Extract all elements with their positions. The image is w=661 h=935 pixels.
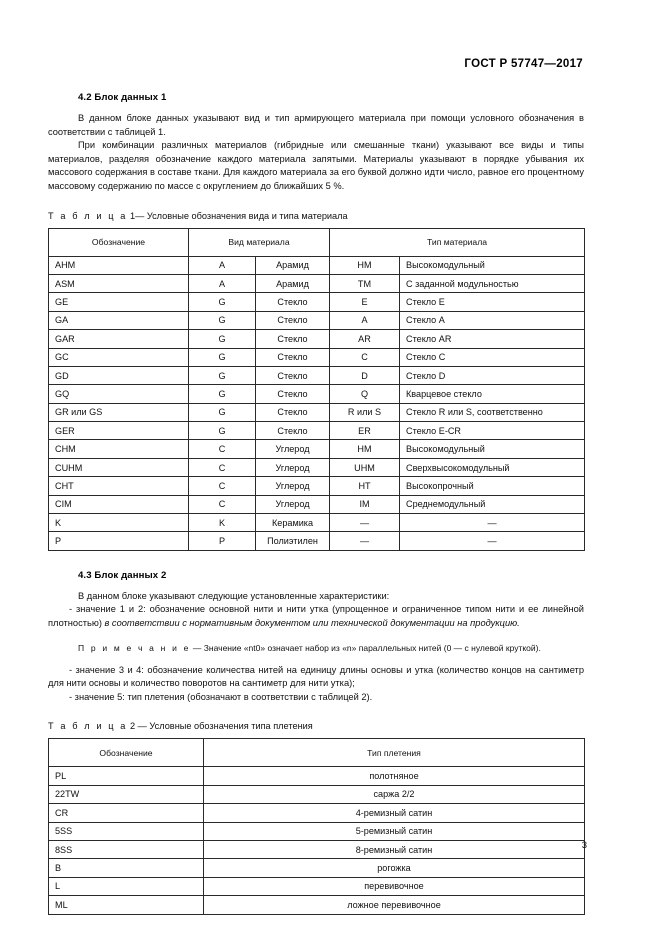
cell-type-name: Стекло A (400, 311, 585, 329)
cell-type-code: UHM (330, 458, 400, 476)
table-2-header-row (49, 739, 585, 767)
table-weave-designations (48, 738, 585, 914)
cell-type-name: Высокомодульный (400, 256, 585, 274)
cell-type-name: Стекло AR (400, 330, 585, 348)
table-2-header-weave-type: Тип плетения (204, 739, 585, 767)
table-row (49, 348, 585, 366)
cell-kind-name: Стекло (256, 348, 330, 366)
table-row (49, 440, 585, 458)
cell-designation: PL (49, 767, 204, 785)
table-2-caption-word: Т а б л и ц а (48, 721, 128, 732)
cell-designation: 22TW (49, 785, 204, 803)
cell-kind-code: C (189, 440, 256, 458)
table-1-header-row (49, 228, 585, 256)
table-row (49, 366, 585, 384)
cell-kind-name: Стекло (256, 330, 330, 348)
table-row (49, 293, 585, 311)
cell-designation: AHM (49, 256, 189, 274)
cell-designation: GER (49, 422, 189, 440)
cell-kind-name: Стекло (256, 422, 330, 440)
cell-designation: P (49, 532, 189, 550)
cell-designation: CHM (49, 440, 189, 458)
table-1-header-material-kind: Вид материала (189, 228, 330, 256)
cell-type-name: Сверхвысокомодульный (400, 458, 585, 476)
cell-type-code: ER (330, 422, 400, 440)
table-row (49, 785, 585, 803)
table-row (49, 458, 585, 476)
cell-type-name: Высокомодульный (400, 440, 585, 458)
table-row (49, 495, 585, 513)
table-row (49, 514, 585, 532)
cell-kind-code: A (189, 256, 256, 274)
paragraph-4-2-2: При комбинации различных материалов (гибридные или смешанные ткани) указывают все виды и типы материалов, разделяя обозначение каждого материала запятыми. Материалы указывают в порядке убывания их массового содержания в составе ткани. Для каждого материала за его буквой должно идти число, равное его процентному массовому содержанию по массе с округлением до ближайших 5 %. (48, 140, 584, 191)
cell-kind-name: Углерод (256, 495, 330, 513)
cell-type-name: Стекло E (400, 293, 585, 311)
cell-type-name: Стекло E-CR (400, 422, 585, 440)
cell-type-name: Стекло R или S, соответственно (400, 403, 585, 421)
cell-kind-name: Стекло (256, 385, 330, 403)
table-row (49, 804, 585, 822)
cell-designation: CUHM (49, 458, 189, 476)
cell-weave-type: 5-ремизный сатин (204, 822, 585, 840)
table-2-header-designation: Обозначение (49, 739, 204, 767)
note-label: П р и м е ч а н и е (78, 642, 191, 653)
cell-weave-type: перевивочное (204, 877, 585, 895)
table-row (49, 822, 585, 840)
note-body: — Значение «nt0» означает набор из «n» параллельных нитей (0 — с нулевой круткой). (190, 642, 541, 653)
table-row (49, 403, 585, 421)
cell-kind-name: Керамика (256, 514, 330, 532)
table-row (49, 274, 585, 292)
cell-type-code: HM (330, 440, 400, 458)
table-row (49, 877, 585, 895)
cell-designation: B (49, 859, 204, 877)
cell-kind-code: A (189, 274, 256, 292)
cell-designation: GR или GS (49, 403, 189, 421)
paragraph-4-3-1: В данном блоке указывают следующие установленные характеристики: (78, 590, 390, 601)
cell-type-code: — (330, 532, 400, 550)
cell-type-name: — (400, 514, 585, 532)
cell-designation: GQ (49, 385, 189, 403)
cell-weave-type: рогожка (204, 859, 585, 877)
cell-designation: GAR (49, 330, 189, 348)
table-1-caption-rest: 1— Условные обозначения вида и типа материала (127, 210, 348, 221)
table-row (49, 840, 585, 858)
cell-kind-code: G (189, 403, 256, 421)
cell-type-code: R или S (330, 403, 400, 421)
cell-designation: CIM (49, 495, 189, 513)
cell-kind-code: G (189, 348, 256, 366)
cell-kind-code: G (189, 385, 256, 403)
cell-kind-name: Углерод (256, 440, 330, 458)
cell-kind-name: Стекло (256, 293, 330, 311)
table-row (49, 896, 585, 914)
cell-designation: ML (49, 896, 204, 914)
table-row (49, 256, 585, 274)
cell-type-code: HT (330, 477, 400, 495)
table-row (49, 767, 585, 785)
cell-kind-name: Углерод (256, 477, 330, 495)
table-row (49, 385, 585, 403)
table-row (49, 532, 585, 550)
cell-type-name: — (400, 532, 585, 550)
cell-kind-code: G (189, 366, 256, 384)
cell-weave-type: ложное перевивочное (204, 896, 585, 914)
cell-kind-code: G (189, 422, 256, 440)
cell-kind-name: Стекло (256, 311, 330, 329)
cell-kind-name: Арамид (256, 256, 330, 274)
cell-designation: K (49, 514, 189, 532)
cell-designation: CHT (49, 477, 189, 495)
cell-kind-code: G (189, 311, 256, 329)
section-heading-4-3: 4.3 Блок данных 2 (78, 569, 167, 581)
list-item-values-1-2 (48, 603, 584, 630)
cell-designation: L (49, 877, 204, 895)
cell-designation: GD (49, 366, 189, 384)
page-number: 3 (581, 840, 587, 851)
table-2-caption (48, 721, 584, 731)
cell-designation: GE (49, 293, 189, 311)
cell-type-name: Среднемодульный (400, 495, 585, 513)
cell-weave-type: 8-ремизный сатин (204, 840, 585, 858)
cell-kind-name: Арамид (256, 274, 330, 292)
cell-weave-type: полотняное (204, 767, 585, 785)
paragraph-4-2-1: В данном блоке данных указывают вид и тип армирующего материала при помощи условного обозначения в соответствии с таблицей 1. (48, 113, 584, 137)
list-item-values-1-2-plain: - значение 1 и 2: обозначение основной нити и нити утка (упрощенное и ограниченное типом нити и ее линейной плотностью) (48, 604, 584, 628)
cell-designation: 8SS (49, 840, 204, 858)
cell-type-name: Кварцевое стекло (400, 385, 585, 403)
cell-type-name: Стекло C (400, 348, 585, 366)
cell-kind-name: Полиэтилен (256, 532, 330, 550)
cell-kind-name: Стекло (256, 366, 330, 384)
cell-kind-name: Углерод (256, 458, 330, 476)
cell-designation: CR (49, 804, 204, 822)
cell-kind-code: P (189, 532, 256, 550)
table-row (49, 859, 585, 877)
cell-designation: ASM (49, 274, 189, 292)
table-2-caption-rest: 2 — Условные обозначения типа плетения (127, 721, 313, 732)
running-header-standard-number: ГОСТ Р 57747—2017 (464, 58, 583, 70)
cell-type-code: D (330, 366, 400, 384)
cell-type-code: — (330, 514, 400, 532)
list-item-values-1-2-italic: в соответствии с нормативным документом или технической документации на продукцию. (104, 618, 520, 628)
cell-designation: 5SS (49, 822, 204, 840)
cell-designation: GA (49, 311, 189, 329)
cell-type-code: Q (330, 385, 400, 403)
cell-type-code: A (330, 311, 400, 329)
cell-kind-code: G (189, 293, 256, 311)
table-1-caption (48, 211, 584, 221)
cell-type-code: HM (330, 256, 400, 274)
note-nt0 (48, 642, 584, 655)
list-item-values-3-4: - значение 3 и 4: обозначение количества нитей на единицу длины основы и утка (количество концов на сантиметр для нити основы и количество поворотов на сантиметр для нити утка); (48, 664, 584, 689)
cell-weave-type: саржа 2/2 (204, 785, 585, 803)
cell-type-code: IM (330, 495, 400, 513)
table-row (49, 330, 585, 348)
table-1-header-material-type: Тип материала (330, 228, 585, 256)
table-1-header-designation: Обозначение (49, 228, 189, 256)
section-heading-4-2: 4.2 Блок данных 1 (78, 92, 167, 103)
cell-designation: GC (49, 348, 189, 366)
cell-type-name: Стекло D (400, 366, 585, 384)
table-row (49, 311, 585, 329)
cell-type-name: Высокопрочный (400, 477, 585, 495)
table-row (49, 422, 585, 440)
table-row (49, 477, 585, 495)
cell-kind-code: G (189, 330, 256, 348)
cell-kind-code: K (189, 514, 256, 532)
cell-type-code: C (330, 348, 400, 366)
cell-kind-code: C (189, 477, 256, 495)
cell-kind-code: C (189, 458, 256, 476)
table-material-designations (48, 228, 585, 551)
cell-kind-code: C (189, 495, 256, 513)
cell-weave-type: 4-ремизный сатин (204, 804, 585, 822)
page-content (48, 92, 584, 915)
table-1-caption-word: Т а б л и ц а (48, 210, 128, 221)
cell-type-name: С заданной модульностью (400, 274, 585, 292)
cell-type-code: TM (330, 274, 400, 292)
cell-type-code: E (330, 293, 400, 311)
list-item-value-5: - значение 5: тип плетения (обозначают в соответствии с таблицей 2). (69, 691, 373, 702)
cell-kind-name: Стекло (256, 403, 330, 421)
cell-type-code: AR (330, 330, 400, 348)
